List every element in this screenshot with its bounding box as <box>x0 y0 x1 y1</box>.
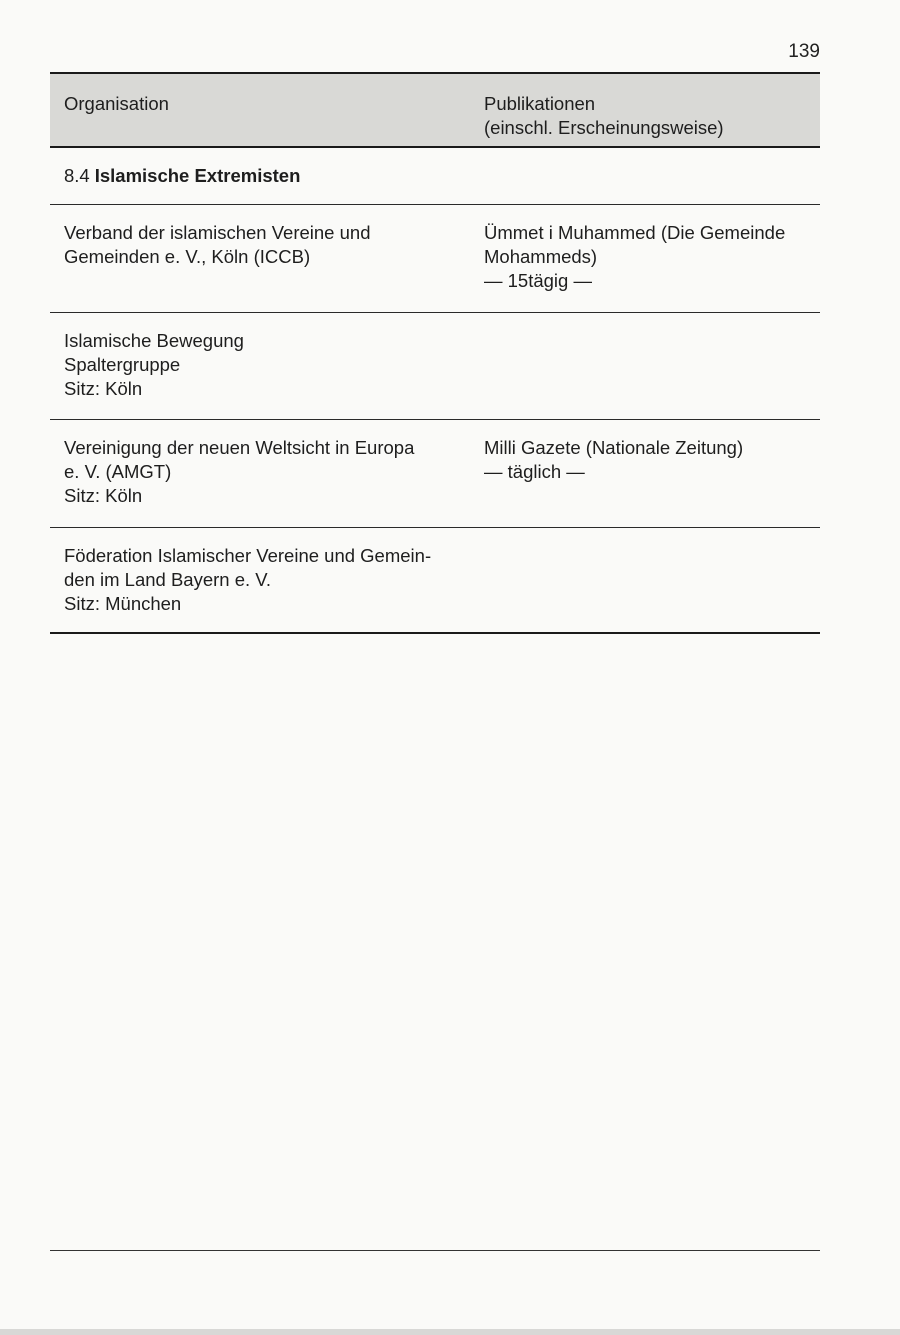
section-number: 8.4 <box>64 165 90 186</box>
table-row <box>50 528 820 632</box>
section-title: Islamische Extremisten <box>94 165 301 186</box>
table-bottom-rule <box>50 632 820 634</box>
row-publikation: Milli Gazete (Nationale Zeitung) — täglich — <box>484 437 744 482</box>
row-publikation <box>470 544 820 632</box>
page-number: 139 <box>788 41 820 62</box>
row-organisation: Islamische Bewegung Spaltergruppe Sitz: Köln <box>64 330 244 399</box>
table-row <box>50 205 820 312</box>
page-edge <box>0 1329 900 1335</box>
organisation-table <box>50 72 820 634</box>
row-organisation: Vereinigung der neuen Weltsicht in Europa e. V. (AMGT) Sitz: Köln <box>64 437 415 506</box>
header-organisation: Organisation <box>64 93 169 114</box>
row-organisation: Verband der islamischen Vereine und Gemeinden e. V., Köln (ICCB) <box>64 222 371 267</box>
header-publikationen: Publikationen (einschl. Erscheinungsweise) <box>484 93 724 138</box>
section-heading <box>50 148 820 204</box>
table-row <box>50 420 820 527</box>
table-row <box>50 313 820 419</box>
row-publikation <box>470 329 820 419</box>
row-publikation: Ümmet i Muhammed (Die Gemeinde Mohammeds) — 15tägig — <box>484 222 786 291</box>
row-organisation: Föderation Islamischer Vereine und Gemein- den im Land Bayern e. V. Sitz: München <box>64 545 432 614</box>
table-header <box>50 74 820 146</box>
footer-rule <box>50 1250 820 1251</box>
